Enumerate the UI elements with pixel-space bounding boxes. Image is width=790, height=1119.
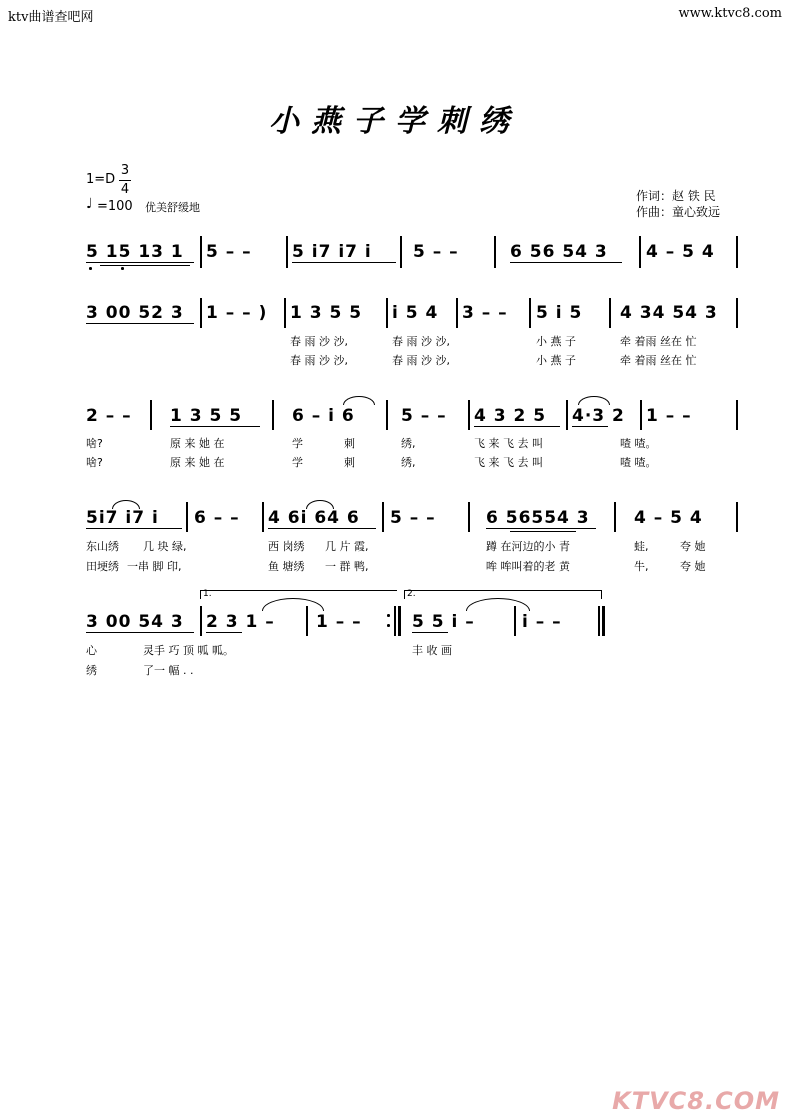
lyric: 原 来 她 在 bbox=[170, 437, 225, 450]
bar-line bbox=[602, 606, 605, 636]
measure: i 5 4 bbox=[392, 303, 439, 323]
tempo-marking: =100 bbox=[97, 199, 133, 214]
bar-line bbox=[200, 298, 202, 328]
bar-line bbox=[382, 502, 384, 532]
tie-arc bbox=[343, 396, 375, 405]
tie-arc bbox=[112, 500, 140, 509]
lyric: 绣 bbox=[86, 664, 97, 677]
lyric: 田埂绣 bbox=[86, 560, 119, 573]
measure: 6 56554 3 bbox=[486, 508, 590, 528]
bar-line bbox=[736, 236, 738, 268]
lyric: 喳 喳。 bbox=[620, 456, 657, 469]
beam-underline bbox=[412, 632, 448, 633]
bar-line bbox=[398, 606, 401, 636]
time-signature-bottom: 4 bbox=[120, 182, 130, 197]
quarter-note-icon: ♩ bbox=[86, 196, 93, 212]
lyric: 了一 幅 . . bbox=[143, 664, 194, 677]
measure: 5 – – bbox=[206, 242, 252, 262]
lyric: 学 bbox=[292, 437, 303, 450]
lyric: 绣, bbox=[401, 456, 416, 469]
lyric: 春 雨 沙 沙, bbox=[290, 354, 348, 367]
key-signature: 1=D bbox=[86, 172, 116, 187]
bar-line bbox=[736, 298, 738, 328]
beam-underline bbox=[268, 528, 376, 529]
site-label-left: ktv曲谱查吧网 bbox=[8, 10, 94, 25]
measure: 1 3 5 5 bbox=[170, 406, 243, 426]
bar-line bbox=[150, 400, 152, 430]
time-signature-line bbox=[119, 180, 131, 181]
octave-dot bbox=[387, 614, 390, 617]
bar-line bbox=[186, 502, 188, 532]
lyric: 一串 脚 印, bbox=[127, 560, 182, 573]
watermark-logo: KTVC8.COM bbox=[612, 1087, 780, 1115]
lyric: 丰 收 画 bbox=[412, 644, 452, 657]
lyric: 牛, bbox=[634, 560, 649, 573]
octave-dot bbox=[121, 267, 124, 270]
measure: 3 00 52 3 bbox=[86, 303, 184, 323]
measure: 5 i7 i7 i bbox=[292, 242, 372, 262]
site-label-right: www.ktvc8.com bbox=[678, 6, 782, 21]
lyric: 春 雨 沙 沙, bbox=[290, 335, 348, 348]
lyric: 心 bbox=[86, 644, 97, 657]
measure: 2 3 1 – bbox=[206, 612, 275, 632]
bar-line bbox=[566, 400, 568, 430]
beam-underline bbox=[86, 262, 194, 263]
lyric: 牵 着雨 丝在 忙 bbox=[620, 335, 697, 348]
octave-dot bbox=[89, 267, 92, 270]
bar-line bbox=[639, 236, 641, 268]
bar-line bbox=[494, 236, 496, 268]
tie-arc bbox=[578, 396, 610, 405]
measure: 1 – – ) bbox=[206, 303, 268, 323]
bar-line bbox=[386, 400, 388, 430]
bar-line bbox=[609, 298, 611, 328]
measure: 6 – i 6 bbox=[292, 406, 355, 426]
measure: 4 3 2 5 bbox=[474, 406, 547, 426]
beam-underline bbox=[486, 528, 596, 529]
bar-line bbox=[529, 298, 531, 328]
beam-underline bbox=[206, 632, 242, 633]
beam-underline bbox=[572, 426, 608, 427]
bar-line bbox=[284, 298, 286, 328]
lyric: 刺 bbox=[344, 437, 355, 450]
bar-line bbox=[386, 298, 388, 328]
lyric: 夸 她 bbox=[680, 560, 706, 573]
measure: 5 i 5 bbox=[536, 303, 583, 323]
measure: 6 – – bbox=[194, 508, 240, 528]
lyric: 牵 着雨 丝在 忙 bbox=[620, 354, 697, 367]
octave-dot bbox=[387, 624, 390, 627]
measure: 1 – – bbox=[646, 406, 692, 426]
bar-line bbox=[286, 236, 288, 268]
lyric: 夸 她 bbox=[680, 540, 706, 553]
measure: 5 15 13 1 bbox=[86, 242, 184, 262]
lyric: 哞 哞叫着的老 黄 bbox=[486, 560, 570, 573]
bar-line bbox=[200, 606, 202, 636]
lyric: 啥? bbox=[86, 437, 103, 450]
bar-line bbox=[468, 400, 470, 430]
lyric: 喳 喳。 bbox=[620, 437, 657, 450]
lyric: 西 岗绣 bbox=[268, 540, 305, 553]
measure: 6 56 54 3 bbox=[510, 242, 608, 262]
measure: 5 5 i – bbox=[412, 612, 475, 632]
beam-underline bbox=[292, 262, 396, 263]
measure: 4 34 54 3 bbox=[620, 303, 718, 323]
bar-line bbox=[456, 298, 458, 328]
lyric: 绣, bbox=[401, 437, 416, 450]
bar-line bbox=[640, 400, 642, 430]
measure: 1 – – bbox=[316, 612, 362, 632]
beam-underline bbox=[474, 426, 560, 427]
beam-underline bbox=[510, 531, 576, 532]
lyric: 一 群 鸭, bbox=[325, 560, 369, 573]
bar-line bbox=[736, 400, 738, 430]
lyric: 灵手 巧 顶 呱 呱。 bbox=[143, 644, 234, 657]
tie-arc bbox=[262, 598, 324, 611]
measure: 2 – – bbox=[86, 406, 132, 426]
measure: 1 3 5 5 bbox=[290, 303, 363, 323]
beam-underline bbox=[86, 528, 182, 529]
lyric: 东山绣 bbox=[86, 540, 119, 553]
bar-line bbox=[736, 502, 738, 532]
beam-underline bbox=[170, 426, 260, 427]
bar-line bbox=[394, 606, 396, 636]
beam-underline bbox=[86, 323, 194, 324]
lyric: 蹲 在河边的小 青 bbox=[486, 540, 570, 553]
tie-arc bbox=[466, 598, 530, 611]
lyric: 蛙, bbox=[634, 540, 649, 553]
bar-line bbox=[400, 236, 402, 268]
song-title: 小燕子学刺绣 bbox=[269, 104, 521, 139]
measure: 4·3 2 bbox=[572, 406, 625, 426]
measure: 4 6i 64 6 bbox=[268, 508, 360, 528]
lyric: 学 bbox=[292, 456, 303, 469]
bar-line bbox=[272, 400, 274, 430]
lyric: 飞 来 飞 去 叫 bbox=[474, 456, 543, 469]
bar-line bbox=[598, 606, 600, 636]
lyric: 飞 来 飞 去 叫 bbox=[474, 437, 543, 450]
measure: 4 – 5 4 bbox=[646, 242, 715, 262]
measure: 5 – – bbox=[390, 508, 436, 528]
bar-line bbox=[614, 502, 616, 532]
bar-line bbox=[468, 502, 470, 532]
measure: 5i7 i7 i bbox=[86, 508, 159, 528]
expression-marking: 优美舒缓地 bbox=[145, 201, 200, 214]
measure: 5 – – bbox=[401, 406, 447, 426]
bar-line bbox=[200, 236, 202, 268]
measure: i – – bbox=[522, 612, 562, 632]
lyricist-credit: 作词：赵 铁 民 bbox=[636, 189, 716, 203]
beam-underline bbox=[510, 262, 622, 263]
measure: 3 00 54 3 bbox=[86, 612, 184, 632]
measure: 5 – – bbox=[413, 242, 459, 262]
lyric: 春 雨 沙 沙, bbox=[392, 354, 450, 367]
composer-credit: 作曲：童心致远 bbox=[636, 205, 721, 219]
lyric: 春 雨 沙 沙, bbox=[392, 335, 450, 348]
beam-underline bbox=[100, 265, 190, 266]
volta-2-label: 2. bbox=[407, 589, 416, 599]
lyric: 小 燕 子 bbox=[536, 335, 576, 348]
beam-underline bbox=[86, 632, 194, 633]
time-signature-top: 3 bbox=[120, 163, 130, 178]
lyric: 刺 bbox=[344, 456, 355, 469]
lyric: 小 燕 子 bbox=[536, 354, 576, 367]
volta-1-label: 1. bbox=[203, 589, 212, 599]
measure: 3 – – bbox=[462, 303, 508, 323]
measure: 4 – 5 4 bbox=[634, 508, 703, 528]
lyric: 几 片 霞, bbox=[325, 540, 369, 553]
lyric: 啥? bbox=[86, 456, 103, 469]
lyric: 几 块 绿, bbox=[143, 540, 187, 553]
bar-line bbox=[262, 502, 264, 532]
lyric: 原 来 她 在 bbox=[170, 456, 225, 469]
tie-arc bbox=[306, 500, 334, 509]
lyric: 鱼 塘绣 bbox=[268, 560, 305, 573]
